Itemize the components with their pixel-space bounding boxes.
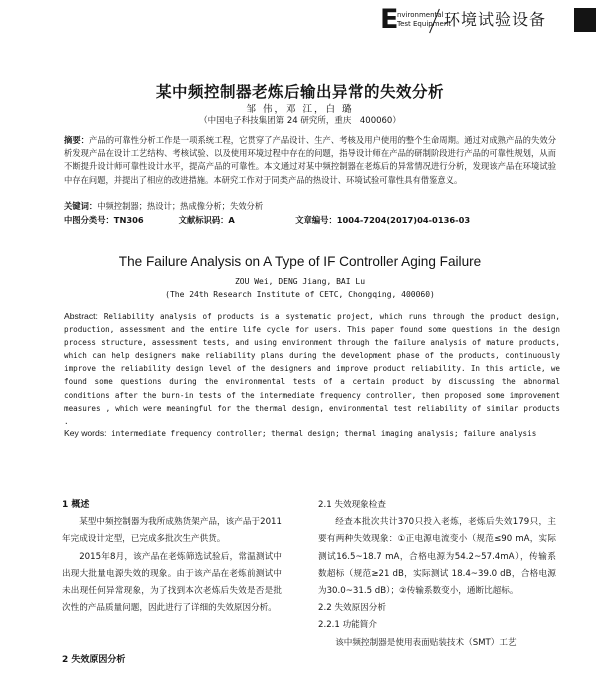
- document-code: 文献标识码：A: [178, 215, 235, 225]
- affiliation-cn: （中国电子科技集团第 24 研究所，重庆 400060）: [199, 116, 401, 126]
- paper-title-cn: 某中频控制器老炼后输出异常的失效分析: [155, 83, 444, 101]
- clc-number: 中图分类号：TN306: [64, 215, 144, 225]
- article-meta: [64, 214, 556, 227]
- keywords-cn-label: 关键词：: [64, 201, 98, 211]
- body-right-column: [318, 497, 556, 652]
- journal-logo-text: [397, 11, 451, 29]
- abstract-cn: [64, 134, 556, 187]
- failure-phenomenon-paragraph: 经查本批次共计370只投入老炼，老炼后失效179只，主要有两种失效现象：①正电源电流变小（规范≤90 mA，实际测试16.5~18.7 mA，合格电源为54.2~57.4mA），传输系数超标（规范≥21 dB，实际测试 18.4~39.0 dB，合格电源为30.0~31.5 dB）；②传输系数变小，通断比超标。: [318, 517, 556, 597]
- keywords-cn: [64, 200, 556, 213]
- journal-section-title: 环境试验设备: [444, 10, 547, 29]
- section-heading-overview: 1 概述: [62, 500, 90, 510]
- keywords-en-text: intermediate frequency controller; thermal design; thermal imaging analysis; failure analysis: [111, 429, 537, 438]
- keywords-en-label: Key words:: [64, 428, 107, 438]
- affiliation-en: (The 24th Research Institute of CETC, Chongqing, 400060): [165, 290, 435, 299]
- overview-paragraph-2: 2015年8月，该产品在老炼筛选试验后，常温测试中出现大批量电源失效的现象。由于该产品在老炼前测试中未出现任何异常现象，为了找到本次老炼后失效是否是批次性的产品质量问题，因此进行了详细的失效原因分析。: [62, 551, 282, 614]
- subsection-heading-failure-phenomenon: 2.1 失效现象检查: [318, 500, 386, 510]
- abstract-en-label: Abstract:: [64, 311, 98, 321]
- abstract-en-text: Reliability analysis of products is a systematic project, which runs through the product design, production, assessment and the entire life cycle for users. This paper found some questions in the design process structure, assessment tests, and using environment through the failure analysis of mature products, which can help designers make reliability plans during the development phase of the products, continuously improve the reliability design level of the designers and improve product reliability. In this article, we found some questions during the environmental tests of a certain product by discussing the abnormal conditions after the burn-in tests of the intermediate frequency controller, then proposed some improvement measures , which were meaningful for the thermal design, environmental test reliability of similar products .: [64, 312, 560, 426]
- subsubsection-heading-function: 2.2.1 功能简介: [318, 620, 377, 631]
- keywords-en: [64, 427, 560, 440]
- keywords-cn-text: 中频控制器；热设计；热成像分析；失效分析: [97, 201, 264, 211]
- journal-header: [380, 6, 596, 36]
- journal-logo-line1: nvironmental: [397, 11, 444, 19]
- abstract-cn-label: 摘要：: [64, 135, 90, 145]
- journal-logo-letter: E: [380, 4, 399, 35]
- paper-title-en: The Failure Analysis on A Type of IF Controller Aging Failure: [118, 254, 482, 269]
- section-heading-failure-analysis: 2 失效原因分析: [62, 655, 126, 665]
- abstract-en: [64, 310, 560, 428]
- function-paragraph: 该中频控制器是使用表面贴装技术（SMT）工艺: [335, 637, 517, 648]
- abstract-cn-text: 产品的可靠性分析工作是一项系统工程，它贯穿了产品设计、生产、考核及用户使用的整个生命周期。通过对成熟产品的失效分析发现产品在设计工艺结构、考核试验、以及使用环境过程中存在的问题，指导设计师在产品的研制阶段进行产品的可靠性规划，从而不断提升设计师可靠性设计水平，提高产品的可靠性。本文通过对某中频控制器在老炼后的异常情况进行分析，发现该产品在环境试验中存在问题，并提出了相应的改进措施。本研究工作对于同类产品的热设计、环境试验可靠性具有借鉴意义。: [64, 135, 556, 185]
- body-left-column: [62, 497, 282, 617]
- authors-en: ZOU Wei, DENG Jiang, BAI Lu: [234, 277, 366, 286]
- overview-paragraph-1: 某型中频控制器为我所成熟货架产品，该产品于2011年完成设计定型，已完成多批次生产供货。: [62, 517, 282, 545]
- header-black-block: [574, 8, 596, 32]
- authors-cn: 邹 伟，邓 江，白 璐: [246, 104, 354, 115]
- journal-logo-line2: Test Equipment: [397, 20, 452, 28]
- subsection-heading-failure-cause: 2.2 失效原因分析: [318, 603, 386, 614]
- article-number: 文章编号：1004-7204(2017)04-0136-03: [295, 215, 471, 225]
